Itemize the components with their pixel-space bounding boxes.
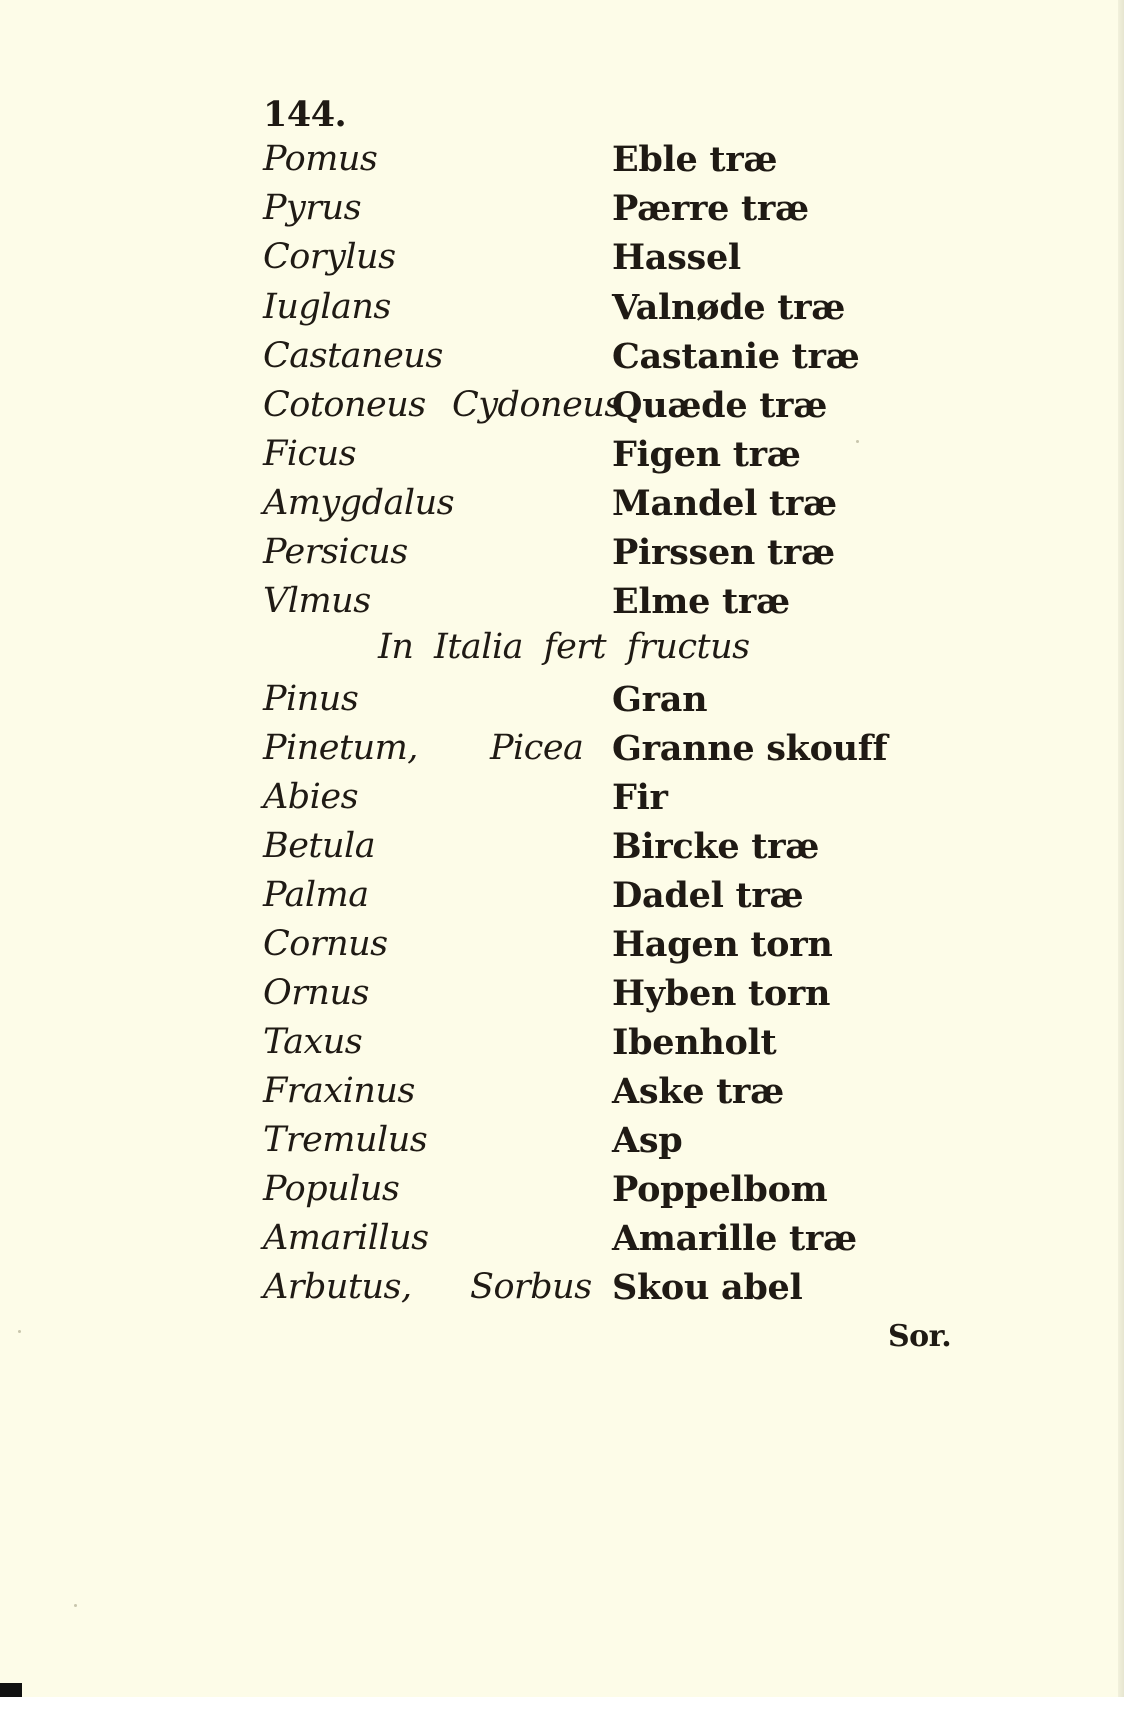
scan-edge [0,1683,22,1697]
vernacular-name: Aske træ [612,1071,784,1112]
vernacular-name: Asp [612,1120,683,1161]
latin-alt-name: Cydoneus [452,385,622,425]
latin-name: Cotoneus [263,385,426,425]
vernacular-name: Eble træ [612,139,778,180]
vernacular-name: Figen træ [612,434,801,475]
vernacular-name: Quæde træ [612,385,828,426]
latin-name: Fraxinus [263,1071,415,1111]
vernacular-name: Pærre træ [612,188,809,229]
latin-name: Ornus [263,973,369,1013]
vernacular-name: Hassel [612,237,741,278]
vernacular-name: Bircke træ [612,826,820,867]
vernacular-name: Mandel træ [612,483,837,524]
vernacular-name: Elme træ [612,581,790,622]
vernacular-name: Fir [612,777,668,818]
latin-name: Tremulus [263,1120,428,1160]
paper-speck [18,1330,21,1333]
vernacular-name: Dadel træ [612,875,804,916]
latin-name: Taxus [263,1022,363,1062]
latin-name: Pinetum, [263,728,418,768]
vernacular-name: Castanie træ [612,336,860,377]
latin-name: Pomus [263,139,378,179]
latin-name: Arbutus, [263,1267,412,1307]
vernacular-name: Gran [612,679,708,720]
paper-speck [74,1604,77,1607]
latin-name: Palma [263,875,369,915]
vernacular-name: Skou abel [612,1267,803,1308]
latin-name: Ficus [263,434,357,474]
latin-name: Iuglans [263,287,391,327]
vernacular-name: Valnøde træ [612,287,846,328]
vernacular-name: Pirssen træ [612,532,835,573]
vernacular-name: Ibenholt [612,1022,777,1063]
section-heading: In Italia fert fructus [378,627,750,667]
latin-name: Betula [263,826,376,866]
latin-name: Abies [263,777,359,817]
latin-name: Amygdalus [263,483,455,523]
latin-name: Amarillus [263,1218,429,1258]
catchword: Sor. [888,1319,952,1354]
latin-name: Pyrus [263,188,362,228]
latin-name: Populus [263,1169,400,1209]
vernacular-name: Hagen torn [612,924,833,965]
latin-name: Corylus [263,237,396,277]
page-number: 144. [263,94,347,135]
vernacular-name: Hyben torn [612,973,831,1014]
latin-name: Pinus [263,679,359,719]
latin-alt-name: Picea [490,728,584,768]
vernacular-name: Granne skouff [612,728,888,769]
paper-speck [856,440,859,443]
latin-name: Castaneus [263,336,443,376]
vernacular-name: Amarille træ [612,1218,857,1259]
latin-name: Vlmus [263,581,371,621]
latin-alt-name: Sorbus [470,1267,592,1307]
vernacular-name: Poppelbom [612,1169,828,1210]
latin-name: Cornus [263,924,388,964]
latin-name: Persicus [263,532,408,572]
